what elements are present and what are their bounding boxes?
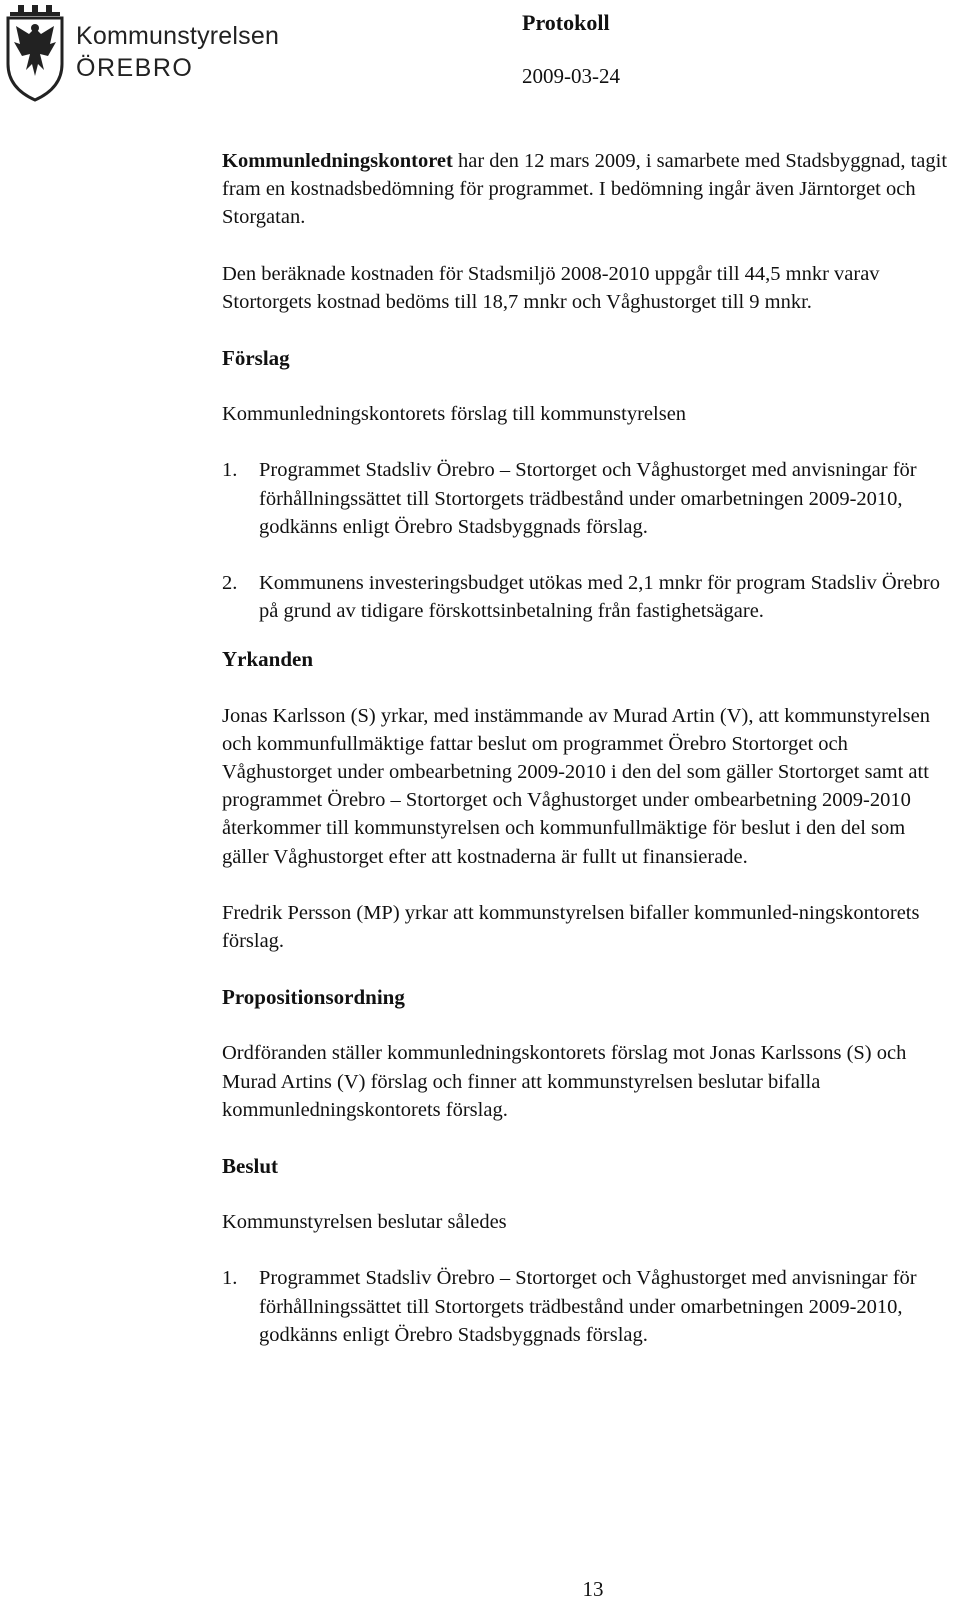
coat-of-arms-icon xyxy=(4,4,66,102)
beslut-intro: Kommunstyrelsen beslutar således xyxy=(222,1211,507,1234)
cost-paragraph: Den beräknade kostnaden för Stadsmiljö 2008-2010 uppgår till 44,5 mnkr varav Stortorgets kostnad bedöms till 18,7 mnkr och Våghustorget till 9 mnkr. xyxy=(222,262,880,313)
item-text: Programmet Stadsliv Örebro – Stortorget och Våghustorget med anvisningar för förhållningssättet till Stortorgets trädbestånd under omarbetningen 2009-2010, godkänns enligt Örebro Stadsbyggnads förslag. xyxy=(259,459,917,538)
item-number: 1. xyxy=(222,1267,238,1290)
heading-forslag: Förslag xyxy=(222,346,290,371)
city-name: ÖREBRO xyxy=(76,54,194,82)
forslag-item-1 xyxy=(222,456,952,541)
page-number: 13 xyxy=(582,1577,604,1601)
org-name: Kommunstyrelsen xyxy=(76,22,280,50)
heading-propositionsordning: Propositionsordning xyxy=(222,985,405,1010)
forslag-intro: Kommunledningskontorets förslag till kommunstyrelsen xyxy=(222,403,687,426)
heading-beslut: Beslut xyxy=(222,1154,279,1179)
document-header xyxy=(522,8,620,88)
intro-text: har den 12 mars 2009, i samarbete med Stadsbyggnad, tagit fram en kostnadsbedömning för programmet. I bedömning ingår även Järntorget och Storgatan. xyxy=(222,150,948,229)
intro-paragraph xyxy=(222,147,952,232)
item-number: 2. xyxy=(222,572,238,595)
yrkanden-paragraph-2: Fredrik Persson (MP) yrkar att kommunstyrelsen bifaller kommunled-ningskontorets förslag. xyxy=(222,901,920,953)
item-text: Kommunens investeringsbudget utökas med 2,1 mnkr för program Stadsliv Örebro på grund av tidigare förskottsinbetalning från fastighetsägare. xyxy=(259,572,940,623)
item-number: 1. xyxy=(222,459,238,482)
document-date: 2009-03-24 xyxy=(522,64,620,88)
heading-yrkanden: Yrkanden xyxy=(222,647,314,672)
document-type: Protokoll xyxy=(522,10,610,35)
document-body xyxy=(222,147,952,1349)
item-text: Programmet Stadsliv Örebro – Stortorget och Våghustorget med anvisningar för förhållningssättet till Stortorgets trädbestånd under omarbetningen 2009-2010, godkänns enligt Örebro Stadsbyggnads förslag. xyxy=(259,1267,917,1346)
propositionsordning-text: Ordföranden ställer kommunledningskontorets förslag mot Jonas Karlssons (S) och Murad Artins (V) förslag och finner att kommunstyrelsen beslutar bifalla kommunledningskontorets förslag. xyxy=(222,1042,907,1121)
forslag-item-2 xyxy=(222,569,952,625)
beslut-item-1 xyxy=(222,1264,952,1349)
municipality-logo xyxy=(0,0,300,105)
yrkanden-paragraph-1: Jonas Karlsson (S) yrkar, med instämmande av Murad Artin (V), att kommunstyrelsen och kommunfullmäktige fattar beslut om programmet Örebro Stortorget och Våghustorget under ombearbetning 2009-2010 i den del som gäller Stortorget samt att programmet Örebro – Stortorget och Våghustorget under ombearbetning 2009-2010 återkommer till kommunstyrelsen och kommunfullmäktige för beslut i den del som gäller Våghustorget efter att kostnaderna är fullt ut finansierade. xyxy=(222,704,931,868)
intro-bold-lead: Kommunledningskontoret xyxy=(222,150,453,172)
